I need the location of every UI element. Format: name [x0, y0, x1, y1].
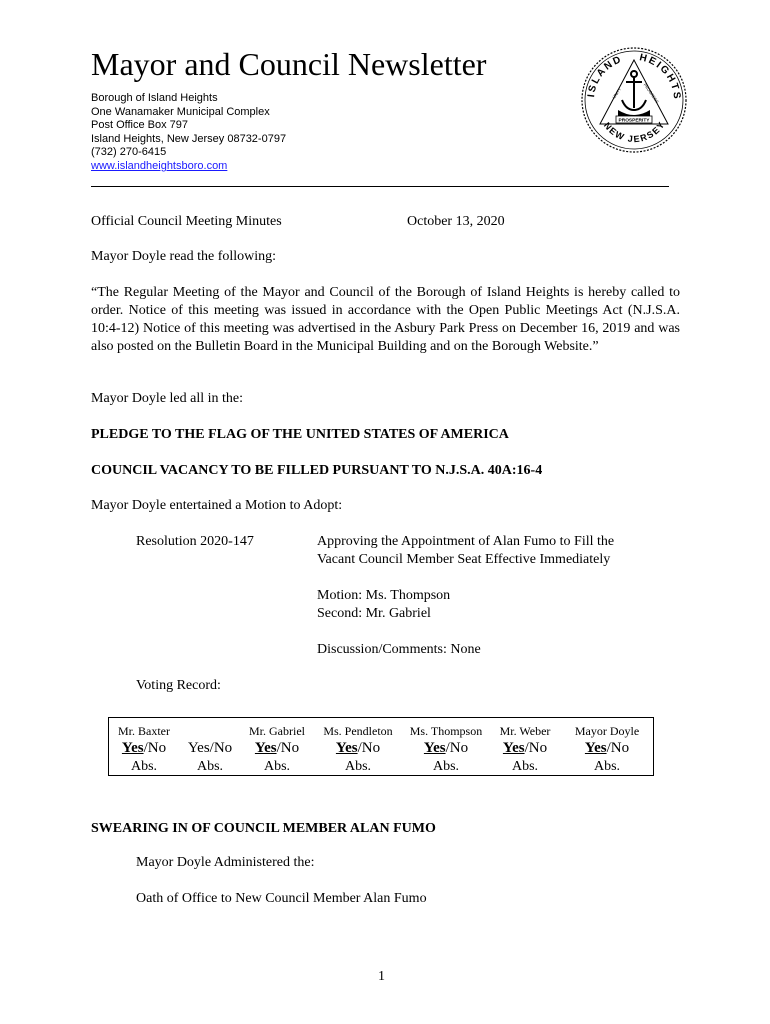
vote-no: /No [209, 740, 233, 756]
vote-column [404, 724, 488, 776]
motion-by: Motion: Ms. Thompson [317, 588, 451, 603]
vote-no: /No [143, 740, 167, 756]
pledge-heading: PLEDGE TO THE FLAG OF THE UNITED STATES OF AMERICA [91, 427, 509, 442]
vote-yes: Yes [423, 740, 446, 756]
seal-text-unity: UNITY [611, 86, 623, 100]
vote-abstain: Abs. [511, 759, 539, 774]
voter-name [181, 724, 239, 738]
intro-text: Mayor Doyle read the following: [91, 249, 277, 264]
vote-yes: Yes [335, 740, 358, 756]
address-block [91, 92, 286, 174]
vote-yes: Yes [187, 740, 210, 756]
seal-text-progress: PROGRESS [642, 82, 660, 104]
vote-abstain: Abs. [344, 759, 372, 774]
seal-text-new-jersey: NEW JERSEY [601, 119, 668, 145]
address-line: Borough of Island Heights [91, 92, 218, 104]
vote-yes: Yes [502, 740, 525, 756]
vacancy-heading: COUNCIL VACANCY TO BE FILLED PURSUANT TO N.J.S.A. 40A:16-4 [91, 463, 543, 478]
discussion-text: Discussion/Comments: None [317, 642, 481, 657]
vote-yes: Yes [121, 740, 144, 756]
vote-no: /No [357, 740, 381, 756]
swearing-heading: SWEARING IN OF COUNCIL MEMBER ALAN FUMO [91, 821, 436, 836]
page-number: 1 [378, 969, 385, 984]
website-link[interactable]: www.islandheightsboro.com [91, 159, 228, 172]
voter-name: Mr. Weber [499, 724, 551, 738]
address-line: Island Heights, New Jersey 08732-0797 [91, 132, 287, 145]
vote-column [242, 724, 312, 776]
borough-seal-logo [580, 46, 688, 154]
vote-no: /No [276, 740, 300, 756]
vote-column [492, 724, 558, 776]
svg-text:HEIGHTS [638, 52, 682, 101]
seal-banner: PROSPERITY [618, 118, 650, 124]
resolution-desc-line: Vacant Council Member Seat Effective Immediately [317, 552, 611, 567]
vote-abstain: Abs. [593, 759, 621, 774]
meeting-title: Official Council Meeting Minutes [91, 214, 282, 229]
voting-record-table [108, 717, 654, 776]
voting-label: Voting Record: [136, 678, 221, 693]
vote-column [317, 724, 399, 776]
voter-name: Mayor Doyle [574, 724, 640, 738]
vote-column [113, 724, 175, 776]
meeting-date: October 13, 2020 [407, 214, 505, 229]
phone-number: (732) 270-6415 [91, 146, 167, 159]
vote-abstain: Abs. [196, 759, 224, 774]
vote-column [567, 724, 647, 776]
resolution-id: Resolution 2020-147 [136, 534, 254, 549]
vote-column [181, 724, 239, 776]
header-divider [91, 186, 669, 187]
vote-no: /No [445, 740, 469, 756]
vote-abstain: Abs. [263, 759, 291, 774]
second-by: Second: Mr. Gabriel [317, 606, 431, 621]
motion-intro: Mayor Doyle entertained a Motion to Adopt: [91, 498, 343, 513]
voter-name: Ms. Thompson [409, 724, 483, 738]
vote-yes: Yes [584, 740, 607, 756]
vote-yes: Yes [254, 740, 277, 756]
resolution-desc-line: Approving the Appointment of Alan Fumo to Fill the [317, 534, 615, 549]
voter-name: Mr. Baxter [118, 724, 170, 738]
vote-abstain: Abs. [432, 759, 460, 774]
administered-text: Mayor Doyle Administered the: [136, 855, 315, 870]
resolution-description [317, 533, 614, 569]
newsletter-title: Mayor and Council Newsletter [91, 46, 487, 82]
address-line: Post Office Box 797 [91, 119, 189, 132]
vote-no: /No [524, 740, 548, 756]
seal-text-island: ISLAND [586, 53, 625, 98]
oath-text: Oath of Office to New Council Member Alan Fumo [136, 891, 427, 906]
opening-statement: “The Regular Meeting of the Mayor and Council of the Borough of Island Heights is hereby called to order. Notice of this meeting was issued in accordance with the Open Public Meetings Act (N.J.S.A. 10:4-12) Notice of this meeting was advertised in the Asbury Park Press on December 16, 2019 and was also posted on the Bulletin Board in the Municipal Building and on the Borough Website.” [91, 285, 680, 354]
address-line: One Wanamaker Municipal Complex [91, 105, 270, 118]
vote-no: /No [606, 740, 630, 756]
led-text: Mayor Doyle led all in the: [91, 391, 244, 406]
vote-abstain: Abs. [130, 759, 158, 774]
seal-text-heights: HEIGHTS [638, 52, 683, 102]
voter-name: Ms. Pendleton [323, 724, 393, 738]
voter-name: Mr. Gabriel [249, 724, 305, 738]
